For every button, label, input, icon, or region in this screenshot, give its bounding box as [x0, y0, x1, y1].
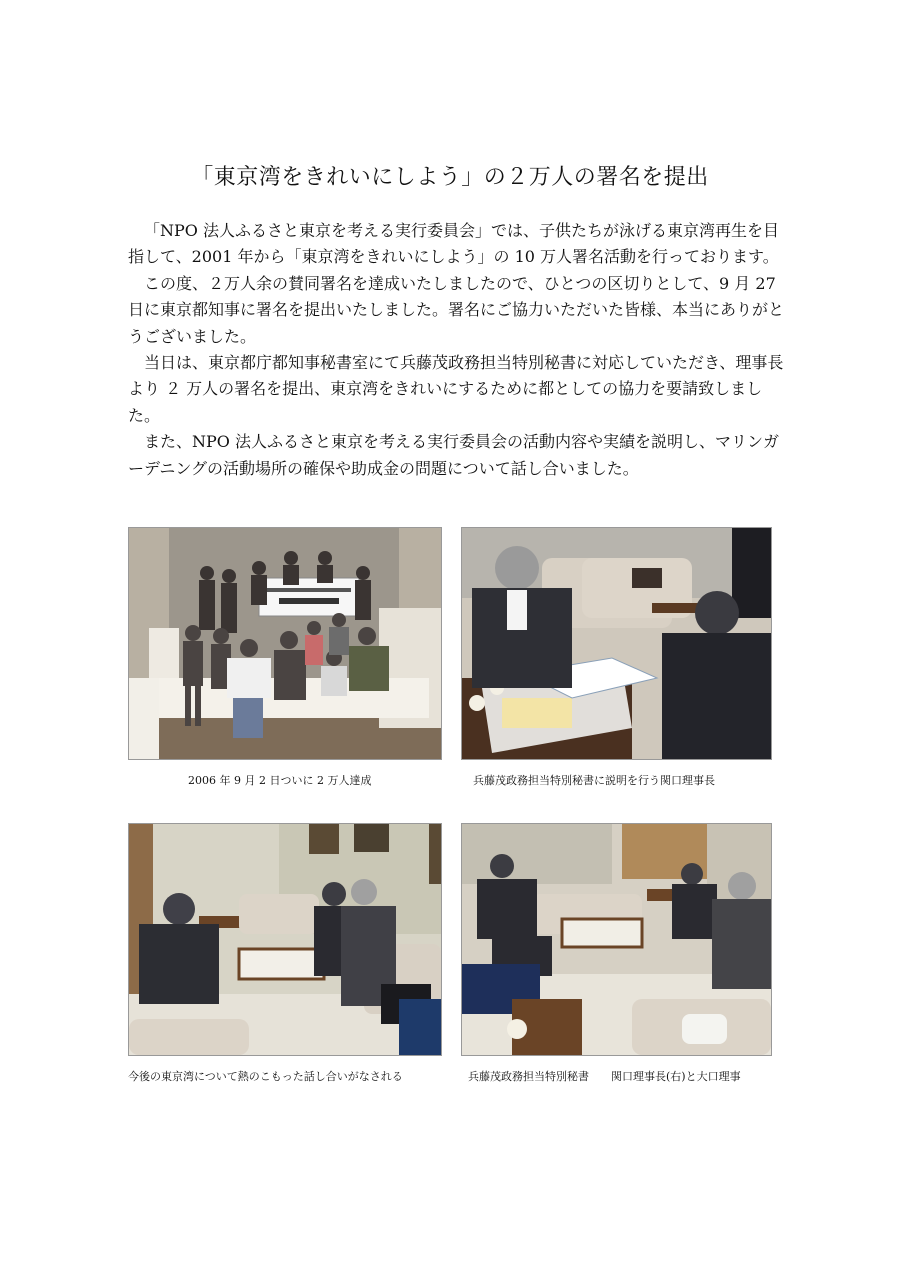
photo-meeting-room-caption: 兵藤茂政務担当特別秘書 関口理事長(右)と大口理事 — [468, 1070, 741, 1083]
photo-discussion-caption: 今後の東京湾について熱のこもった話し合いがなされる — [128, 1070, 403, 1083]
paragraph-4: また、NPO 法人ふるさと東京を考える実行委員会の活動内容や実績を説明し、マリンガーデニングの活動場所の確保や助成金の問題について話し合いました。 — [128, 432, 779, 478]
photo-group-caption: 2006 年 9 月 2 日ついに 2 万人達成 — [188, 774, 372, 787]
photo-document-explanation-caption: 兵藤茂政務担当特別秘書に説明を行う関口理事長 — [473, 774, 715, 787]
paragraph-1: 「NPO 法人ふるさと東京を考える実行委員会」では、子供たちが泳げる東京湾再生を目指して、2001 年から「東京湾をきれいにしよう」の 10 万人署名活動を行っております。 — [128, 221, 779, 267]
photo-document-explanation — [461, 527, 772, 760]
photo-discussion — [128, 823, 442, 1056]
document-title: 「東京湾をきれいにしよう」の２万人の署名を提出 — [191, 165, 709, 190]
document-body — [128, 218, 788, 482]
paragraph-2: この度、２万人余の賛同署名を達成いたしましたので、ひとつの区切りとして、9 月 27 日に東京都知事に署名を提出いたしました。署名にご協力いただいた皆様、本当にありがとうございました。 — [128, 273, 785, 346]
photo-group — [128, 527, 442, 760]
photo-meeting-room — [461, 823, 772, 1056]
paragraph-3: 当日は、東京都庁都知事秘書室にて兵藤茂政務担当特別秘書に対応していただき、理事長より ２ 万人の署名を提出、東京湾をきれいにするために都としての協力を要請致しました。 — [128, 353, 784, 425]
